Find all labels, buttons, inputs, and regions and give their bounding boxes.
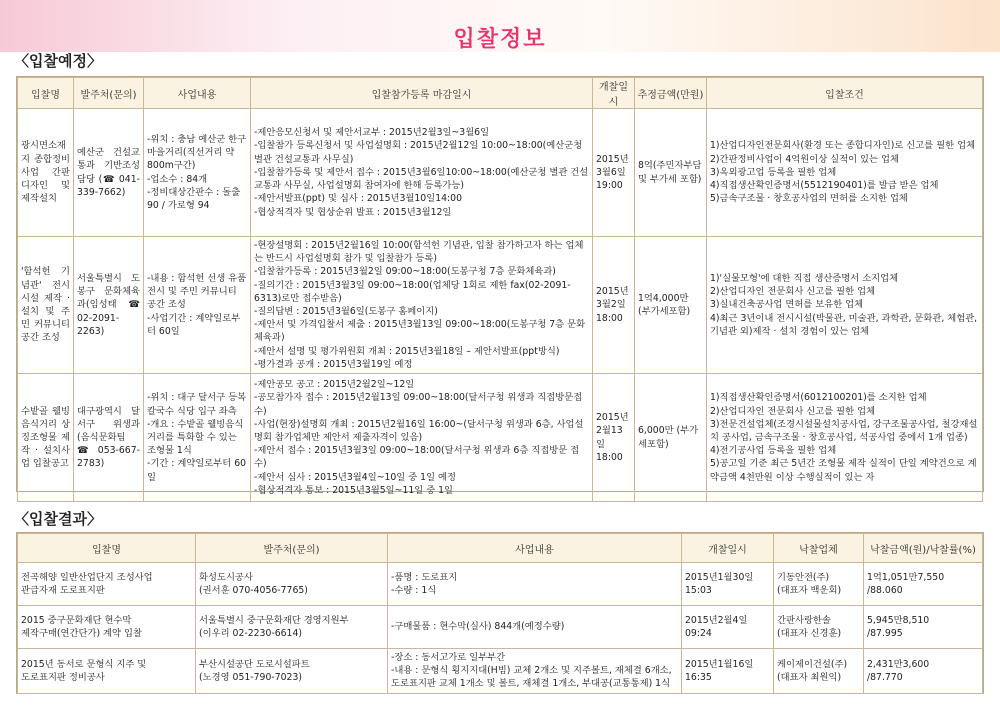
column-header: 발주처(문의) [74, 78, 144, 109]
schedule-line: -질의답변 : 2015년3월6일(도봉구 홈페이지) [254, 306, 438, 318]
schedule-line: -질의기간 : 2015년3월3일 09:00~18:00(업체당 1회로 제한 fax(02-2091-6313)로만 접수받음) [254, 279, 571, 304]
result-winner [774, 649, 864, 694]
bid-name: 광시면소재지 종합정비사업 간판 디자인 및 제작설치 [18, 109, 74, 237]
bid-name: 수밭골 웰빙음식거리 상징조형물 제작 · 설치사업 입찰공고 [18, 374, 74, 502]
bid-content [144, 109, 251, 237]
schedule-line: -평가결과 공개 : 2015년3월19일 예정 [254, 358, 413, 370]
column-header: 개찰일시 [593, 78, 635, 109]
result-content [388, 606, 682, 649]
column-header: 개찰일시 [682, 534, 774, 563]
text-line: -구매물품 : 현수막(실사) 844개(예정수량) [391, 621, 565, 633]
result-name [18, 606, 196, 649]
result-name [18, 649, 196, 694]
column-header: 사업내용 [144, 78, 251, 109]
result-organization [196, 606, 388, 649]
result-organization [196, 563, 388, 606]
text-line: 화성도시공사 [199, 571, 253, 583]
bid-open-date: 2015년 2월13일 18:00 [593, 374, 635, 502]
bid-content [144, 237, 251, 374]
content-line: -내용 : 함석헌 선생 유품전시 및 주민 커뮤니티 공간 조성 [147, 273, 247, 311]
content-line: -기간 : 계약일로부터 60일 [147, 458, 247, 483]
text-line: 2015년 동서로 문형식 지주 및 [21, 658, 147, 670]
result-open-date [682, 563, 774, 606]
condition-line: 2)간판정비사업이 4억원이상 실적이 있는 업체 [710, 153, 899, 165]
text-line: -장소 : 동서고가로 일부부간 [391, 652, 506, 663]
text-line: -내용 : 문형식 횡지지대(H빔) 교체 2개소 및 지주볼트, 재체결 6개소, 도로표지판 교체 1개소 및 볼트, 재체결 1개소, 부대공(교통통제) 1식 [391, 665, 672, 690]
text-line: 도로표지판 정비공사 [21, 671, 105, 683]
schedule-line: -입찰참가 등록신청서 및 사업설명회 : 2015년2월12일 10:00~18:00(예산군청 별관 건설교통과 사무실) [254, 140, 583, 165]
text-line: (노경영 051-790-7023) [199, 671, 303, 683]
text-line: 제작구매(연간단가) 계약 입찰 [21, 628, 142, 639]
text-line: (대표자 신경훈) [777, 628, 842, 639]
column-header: 입찰참가등록 마감일시 [251, 78, 593, 109]
table-row [18, 237, 983, 374]
text-line: 기동안전(주) [777, 571, 830, 583]
bid-conditions [707, 109, 983, 237]
result-organization [196, 649, 388, 694]
text-line: 관급자재 도로표지판 [21, 585, 105, 596]
result-winner [774, 606, 864, 649]
condition-line: 4)전기공사업 등록을 필한 업체 [710, 445, 837, 457]
schedule-line: -사업(현장)설명회 개최 : 2015년2월16일 16:00~(달서구청 위생과 6층, 사업설명회 참가업체만 제안서 제출자격이 있음) [254, 418, 584, 443]
text-line: /87.770 [867, 671, 903, 683]
text-line: -품명 : 도로표지 [391, 571, 458, 583]
text-line: 부산시설공단 도로시설파트 [199, 658, 310, 670]
text-line: (대표자 백운회) [777, 585, 842, 596]
schedule-line: -제안서 심사 : 2015년3월4일~10일 중 1일 예정 [254, 471, 456, 483]
bid-organization: 대구광역시 달서구 위생과 (음식문화팀 ☎ 053-667-2783) [74, 374, 144, 502]
result-amount [864, 649, 983, 694]
content-line: -사업기간 : 계약일로부터 60일 [147, 312, 241, 337]
bid-open-date: 2015년 3월2일 18:00 [593, 237, 635, 374]
text-line: (대표자 최원익) [777, 671, 842, 683]
condition-line: 5)금속구조물 · 창호공사업의 면허를 소지한 업체 [710, 193, 908, 205]
column-header: 발주처(문의) [196, 534, 388, 563]
result-name [18, 563, 196, 606]
text-line: 서울특별시 중구문화재단 경영지원부 [199, 614, 349, 626]
schedule-line: -제안응모신청서 및 제안서교부 : 2015년2월3일~3월6일 [254, 127, 490, 139]
condition-line: 1)직접생산확인증명서(6012100201)를 소지한 업체 [710, 392, 927, 404]
bid-content [144, 374, 251, 502]
bid-conditions [707, 237, 983, 374]
bid-amount: 6,000만 (부가세포함) [635, 374, 707, 502]
condition-line: 3)전문건설업체(조경시설물설치공사업, 강구조물공사업, 철강재설치 공사업, 금속구조물 · 창호공사업, 석공사업 중에서 1개 업종) [710, 418, 978, 443]
text-line: 2015년2월4일 [685, 614, 748, 626]
text-line: 케이제이건설(주) [777, 658, 848, 670]
schedule-line: -공모참가자 접수 : 2015년2월13일 09:00~18:00(달서구청 위생과 직접방문접수) [254, 392, 583, 417]
text-line: 15:03 [685, 585, 712, 596]
condition-line: 1)산업디자인전문회사(환경 또는 종합디자인)로 신고를 필한 업체 [710, 140, 976, 152]
result-open-date [682, 606, 774, 649]
result-winner [774, 563, 864, 606]
bid-organization: 예산군 건설교통과 기반조성담당 (☎ 041-339-7662) [74, 109, 144, 237]
condition-line: 2)산업디자인 전문회사 신고를 필한 업체 [710, 286, 876, 298]
table-row [18, 606, 983, 649]
text-line: 16:35 [685, 671, 712, 683]
text-line: /88.060 [867, 585, 903, 596]
bid-amount: 1억4,000만 (부가세포함) [635, 237, 707, 374]
condition-line: 3)옥외광고업 등록을 필한 업체 [710, 166, 837, 178]
content-line: -업소수 : 84개 [147, 173, 208, 185]
schedule-line: -입찰참가등록 : 2015년3월2일 09:00~18:00(도봉구청 7층 문화체육과) [254, 266, 556, 278]
text-line: -수량 : 1식 [391, 585, 437, 596]
schedule-line: -제안서 설명 및 평가위원회 개최 : 2015년3월18일 – 제안서발표(ppt방식) [254, 345, 560, 357]
text-line: 전곡해양 일반산업단지 조성사업 [21, 571, 153, 583]
condition-line: 4)직접생산확인증명서(5512190401)를 발급 받은 업체 [710, 180, 939, 192]
upcoming-bids-table [16, 76, 984, 496]
column-header: 입찰명 [18, 534, 196, 563]
table-row [18, 649, 983, 694]
bid-organization: 서울특별시 도봉구 문화체육과(임성태 ☎ 02-2091-2263) [74, 237, 144, 374]
condition-line: 2)산업디자인 전문회사 신고를 필한 업체 [710, 405, 876, 417]
column-header: 추정금액(만원) [635, 78, 707, 109]
bid-open-date: 2015년 3월6일 19:00 [593, 109, 635, 237]
result-content [388, 649, 682, 694]
content-line: -정비대상간판수 : 돌출 90 / 가로형 94 [147, 186, 241, 211]
result-open-date [682, 649, 774, 694]
content-line: -위치 : 대구 달서구 등복칼국수 식당 입구 좌측 [147, 392, 247, 417]
schedule-line: -현장설명회 : 2015년2월16일 10:00(함석헌 기념관, 입찰 참가하고자 하는 업체는 반드시 사업설명회 참가 및 입찰참가 등록) [254, 240, 584, 265]
result-amount [864, 563, 983, 606]
bid-amount: 8억(주민자부담 및 부가세 포함) [635, 109, 707, 237]
condition-line: 3)실내건축공사업 면허를 보유한 업체 [710, 299, 864, 311]
schedule-line: -제안서 및 가격입찰서 제출 : 2015년3월13일 09:00~18:00(도봉구청 7층 문화체육과) [254, 319, 586, 344]
schedule-line: -제안서발표(ppt) 및 심사 : 2015년3월10일14:00 [254, 193, 462, 205]
table-row [18, 109, 983, 237]
condition-line: 1)'실물모형'에 대한 직접 생산증명서 소지업체 [710, 273, 899, 284]
bid-schedule [251, 109, 593, 237]
text-line: (권서훈 070-4056-7765) [199, 585, 308, 596]
condition-line: 5)공고일 기준 최근 5년간 조형물 제작 실적이 단일 계약건으로 계약금액 4천만원 이상 수행실적이 있는 자 [710, 458, 977, 483]
bid-schedule [251, 374, 593, 502]
section-title-upcoming: 〈입찰예정〉 [14, 52, 102, 70]
result-content [388, 563, 682, 606]
column-header: 입찰조건 [707, 78, 983, 109]
schedule-line: -협상적격자 통보 : 2015년3월5일~11일 중 1일 [254, 484, 454, 496]
text-line: 2015 중구문화재단 현수막 [21, 614, 132, 626]
text-line: /87.995 [867, 628, 903, 639]
column-header: 입찰명 [18, 78, 74, 109]
schedule-line: -협상적격자 및 협상순위 발표 : 2015년3월12일 [254, 206, 452, 218]
text-line: 2015년1월30일 [685, 571, 754, 583]
column-header: 낙찰업체 [774, 534, 864, 563]
table-row [18, 374, 983, 502]
text-line: 5,945만8,510 [867, 614, 930, 626]
bid-results-table [16, 532, 984, 694]
text-line: (이우리 02-2230-6614) [199, 628, 303, 639]
content-line: -위치 : 충남 예산군 한구마을거리(직선거리 약 800m구간) [147, 133, 247, 172]
text-line: 간판사랑한솔 [777, 614, 831, 626]
result-amount [864, 606, 983, 649]
text-line: 09:24 [685, 628, 712, 639]
schedule-line: -제안서 접수 : 2015년3월3일 09:00~18:00(달서구청 위생과 6층 직접방문 접수) [254, 445, 580, 470]
page-title: 입찰정보 [453, 27, 547, 52]
schedule-line: -입찰참가등록 및 제안서 접수 : 2015년3월6일10:00~18:00(예산군청 별관 건설교통과 사무실, 사업설명회 참여자에 한해 등록가능) [254, 166, 589, 192]
content-line: -개요 : 수밭골 웰빙음식거리를 특화할 수 있는 조형물 1식 [147, 418, 244, 457]
text-line: 2,431만3,600 [867, 658, 930, 670]
bid-schedule [251, 237, 593, 374]
schedule-line: -제안공모 공고 : 2015년2월2일~12일 [254, 379, 415, 391]
text-line: 1억1,051만7,550 [867, 571, 945, 583]
column-header: 낙찰금액(원)/낙찰률(%) [864, 534, 983, 563]
table-row [18, 563, 983, 606]
bid-name: '함석헌 기념관' 전시시설 제작 · 설치 및 주민 커뮤니티 공간 조성 [18, 237, 74, 374]
text-line: 2015년1월16일 [685, 658, 754, 670]
column-header: 사업내용 [388, 534, 682, 563]
bid-conditions [707, 374, 983, 502]
section-title-results: 〈입찰결과〉 [14, 510, 102, 528]
condition-line: 4)최근 3년이내 전시시설(박물관, 미술관, 과학관, 문화관, 체험관, 기념관 외)제작 · 설치 경험이 있는 업체 [710, 312, 978, 337]
